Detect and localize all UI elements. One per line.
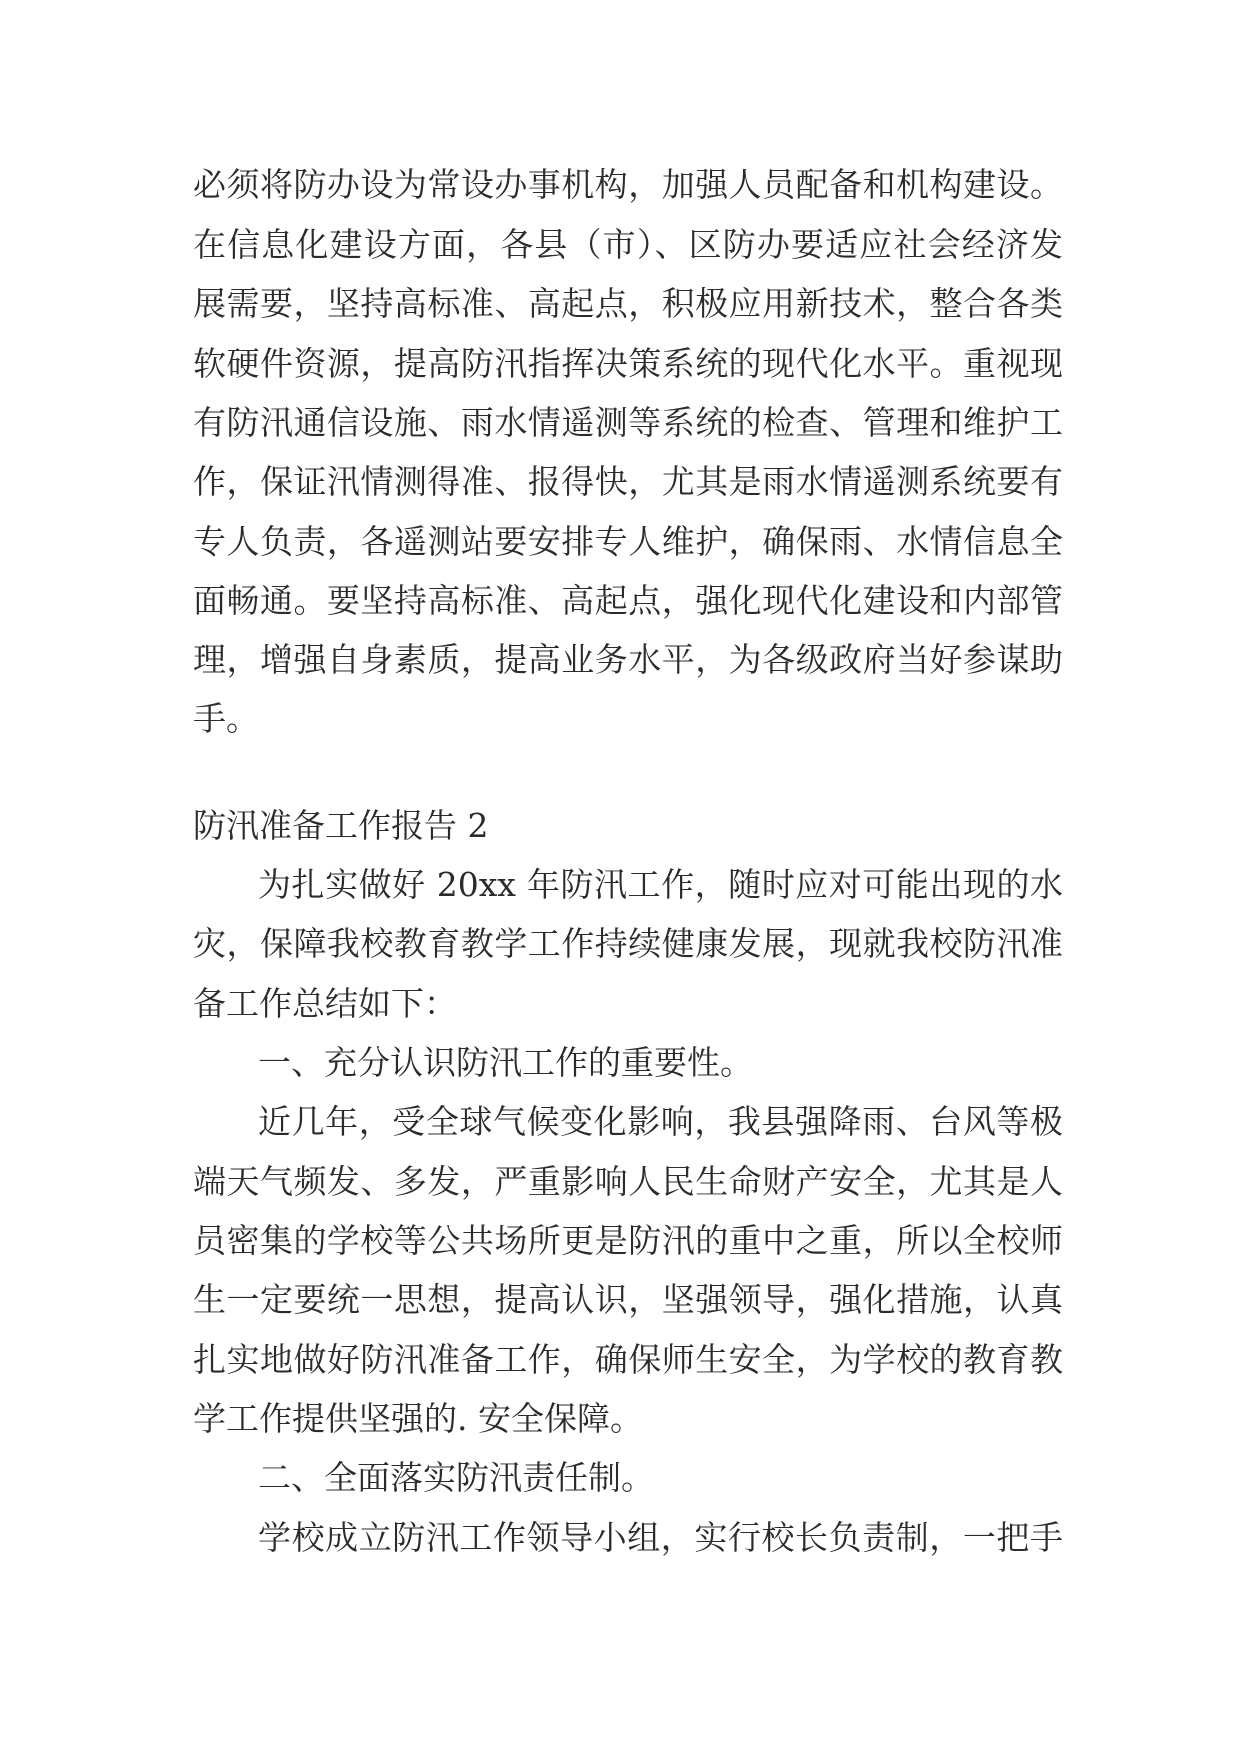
section-heading: 一、充分认识防汛工作的重要性。: [258, 1043, 753, 1082]
body-text-line: 员密集的学校等公共场所更是防汛的重中之重，所以全校师: [193, 1221, 1063, 1260]
body-text-line: 灾，保障我校教育教学工作持续健康发展，现就我校防汛准: [193, 924, 1063, 963]
body-text-line: 面畅通。要坚持高标准、高起点，强化现代化建设和内部管: [193, 581, 1063, 620]
body-text-line: 必须将防办设为常设办事机构，加强人员配备和机构建设。: [193, 165, 1063, 204]
section-heading: 二、全面落实防汛责任制。: [258, 1458, 654, 1497]
body-text-line: 展需要，坚持高标准、高起点，积极应用新技术，整合各类: [193, 284, 1063, 323]
section-title: 防汛准备工作报告 2: [193, 806, 489, 845]
body-text-line: 理，增强自身素质，提高业务水平，为各级政府当好参谋助: [193, 640, 1063, 679]
body-text-line: 近几年，受全球气候变化影响，我县强降雨、台风等极: [258, 1102, 1063, 1141]
body-text-line: 学工作提供坚强的. 安全保障。: [193, 1399, 643, 1438]
body-text-line: 扎实地做好防汛准备工作，确保师生安全，为学校的教育教: [193, 1340, 1063, 1379]
body-text-line: 学校成立防汛工作领导小组，实行校长负责制，一把手: [258, 1518, 1063, 1557]
body-text-line: 手。: [193, 699, 259, 738]
body-text-line: 生一定要统一思想，提高认识，坚强领导，强化措施，认真: [193, 1280, 1063, 1319]
body-text-line: 端天气频发、多发，严重影响人民生命财产安全，尤其是人: [193, 1162, 1063, 1201]
body-text-line: 专人负责，各遥测站要安排专人维护，确保雨、水情信息全: [193, 522, 1063, 561]
body-text-line: 备工作总结如下：: [193, 984, 457, 1023]
body-text-line: 为扎实做好 20xx 年防汛工作，随时应对可能出现的水: [258, 865, 1063, 904]
body-text-line: 作，保证汛情测得准、报得快，尤其是雨水情遥测系统要有: [193, 462, 1063, 501]
body-text-line: 在信息化建设方面，各县（市）、区防办要适应社会经济发: [193, 225, 1063, 264]
body-text-line: 软硬件资源，提高防汛指挥决策系统的现代化水平。重视现: [193, 344, 1063, 383]
body-text-line: 有防汛通信设施、雨水情遥测等系统的检查、管理和维护工: [193, 403, 1063, 442]
